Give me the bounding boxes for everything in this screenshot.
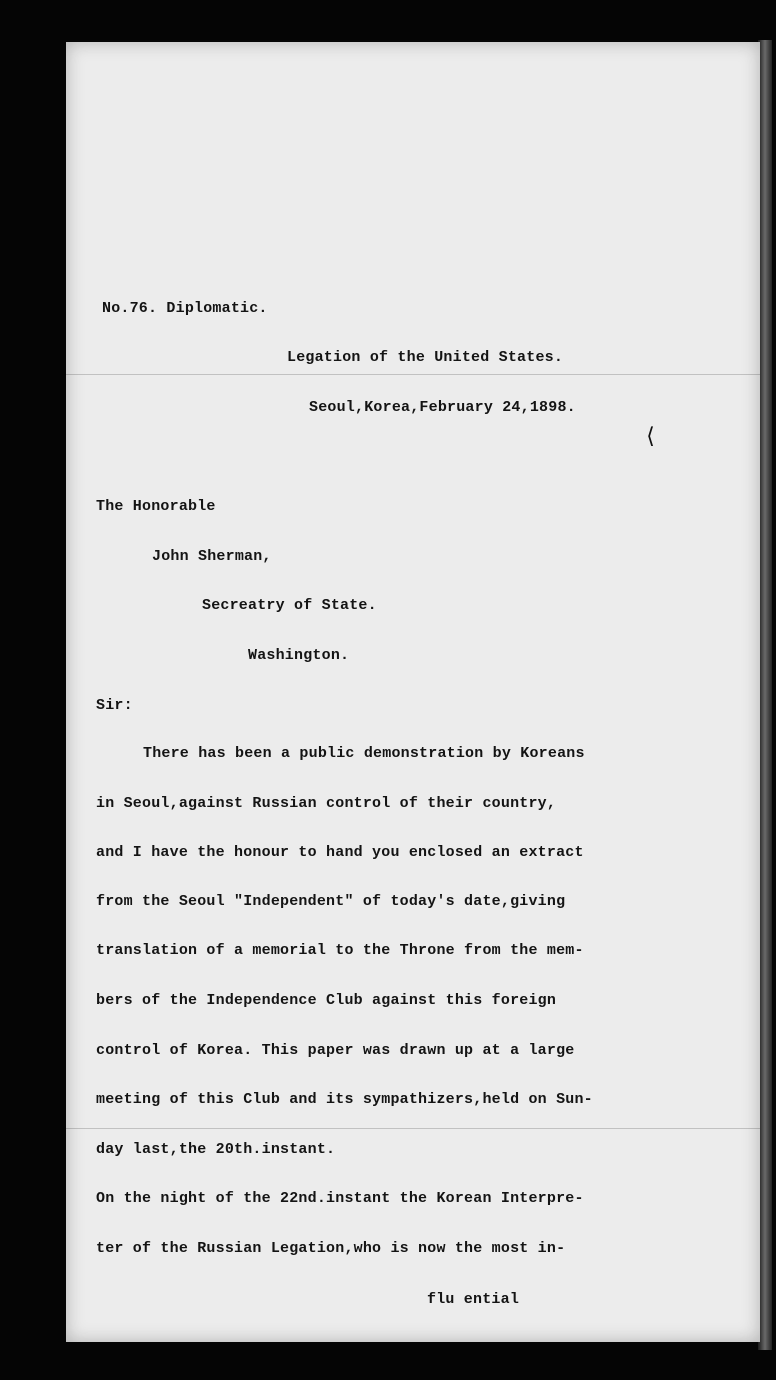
legation-heading: Legation of the United States. xyxy=(287,349,564,366)
body-line: from the Seoul "Independent" of today's date,giving xyxy=(96,893,566,910)
despatch-number: No.76. Diplomatic. xyxy=(102,300,268,317)
body-line: day last,the 20th.instant. xyxy=(96,1141,336,1158)
body-line: in Seoul,against Russian control of their country, xyxy=(96,795,557,812)
addressee-title: The Honorable xyxy=(96,498,216,515)
margin-bracket-mark: ⟨ xyxy=(644,425,658,450)
salutation: Sir: xyxy=(96,697,133,714)
body-line: meeting of this Club and its sympathizers,held on Sun- xyxy=(96,1091,593,1108)
body-line: ter of the Russian Legation,who is now the most in- xyxy=(96,1240,566,1257)
fold-line xyxy=(66,1128,760,1129)
body-line: On the night of the 22nd.instant the Korean Interpre- xyxy=(96,1190,584,1207)
dateline: Seoul,Korea,February 24,1898. xyxy=(309,399,576,416)
body-line: There has been a public demonstration by Koreans xyxy=(143,745,585,762)
body-line: control of Korea. This paper was drawn up at a large xyxy=(96,1042,575,1059)
addressee-city: Washington. xyxy=(248,647,350,664)
page-edge xyxy=(758,40,772,1350)
body-line: and I have the honour to hand you enclosed an extract xyxy=(96,844,584,861)
body-line: bers of the Independence Club against this foreign xyxy=(96,992,557,1009)
catchword: flu ential xyxy=(427,1291,520,1308)
body-line: translation of a memorial to the Throne from the mem- xyxy=(96,942,584,959)
fold-line xyxy=(66,374,760,375)
addressee-office: Secreatry of State. xyxy=(202,597,377,614)
addressee-name: John Sherman, xyxy=(152,548,272,565)
